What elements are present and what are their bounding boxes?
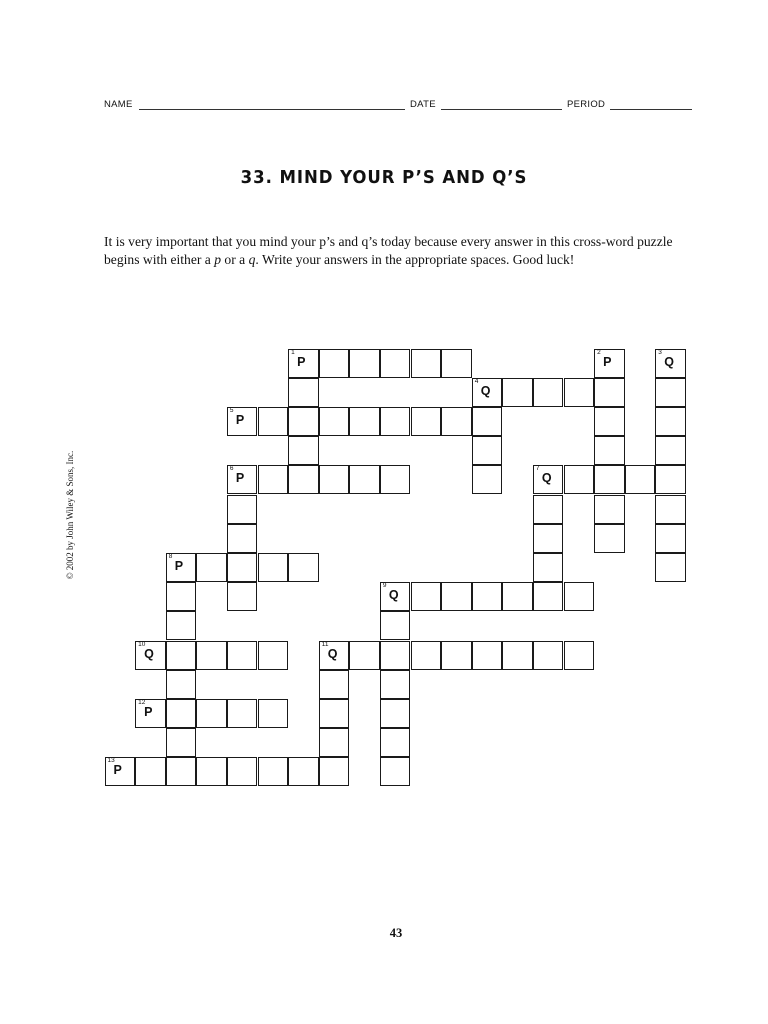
crossword-cell[interactable] [472,465,503,494]
starting-letter: P [144,704,153,719]
crossword-cell[interactable] [258,699,289,728]
instructions-p: p [214,252,222,267]
crossword-cell[interactable] [441,641,472,670]
crossword-cell[interactable] [258,553,289,582]
crossword-start-cell-9[interactable] [380,582,411,611]
crossword-cell[interactable] [196,553,227,582]
crossword-cell[interactable] [594,436,625,465]
crossword-cell[interactable] [288,378,319,407]
crossword-cell[interactable] [441,407,472,436]
crossword-cell[interactable] [533,495,564,524]
crossword-cell[interactable] [227,582,258,611]
starting-letter: Q [388,588,399,603]
crossword-cell[interactable] [258,757,289,786]
clue-number: 3 [658,348,662,356]
date-label: DATE [410,99,436,110]
crossword-cell[interactable] [533,582,564,611]
crossword-cell[interactable] [319,349,350,378]
crossword-cell[interactable] [533,378,564,407]
starting-letter: Q [144,646,154,661]
instructions-q: q [248,252,256,267]
crossword-cell[interactable] [288,757,319,786]
starting-letter: P [235,412,245,427]
crossword-cell[interactable] [380,611,411,640]
crossword-cell[interactable] [227,757,258,786]
clue-number: 13 [107,757,115,765]
crossword-cell[interactable] [166,611,197,640]
crossword-cell[interactable] [380,757,411,786]
crossword-cell[interactable] [227,495,258,524]
clue-number: 12 [138,698,146,706]
crossword-cell[interactable] [319,670,350,699]
starting-letter: Q [664,354,675,369]
page-number: 43 [389,926,403,940]
crossword-cell[interactable] [227,699,258,728]
crossword-cell[interactable] [655,524,686,553]
crossword-start-cell-6[interactable] [227,465,258,494]
crossword-start-cell-3[interactable] [655,349,686,378]
crossword-cell[interactable] [594,495,625,524]
name-label: NAME [104,99,133,110]
crossword-cell[interactable] [655,553,686,582]
crossword-cell[interactable] [655,378,686,407]
crossword-cell[interactable] [411,582,442,611]
crossword-cell[interactable] [441,349,472,378]
crossword-cell[interactable] [472,436,503,465]
clue-number: 7 [535,465,540,473]
crossword-start-cell-4[interactable] [472,378,503,407]
crossword-cell[interactable] [472,641,503,670]
crossword-cell[interactable] [166,582,197,611]
clue-number: 4 [474,377,479,385]
crossword-cell[interactable] [502,641,533,670]
starting-letter: P [174,558,184,573]
clue-number: 2 [597,348,601,356]
crossword-cell[interactable] [258,407,289,436]
crossword-cell[interactable] [564,582,595,611]
crossword-cell[interactable] [227,553,258,582]
crossword-cell[interactable] [564,465,595,494]
crossword-cell[interactable] [411,407,442,436]
crossword-cell[interactable] [380,349,411,378]
starting-letter: Q [327,646,338,661]
crossword-cell[interactable] [166,728,197,757]
crossword-cell[interactable] [196,641,227,670]
period-label: PERIOD [567,99,606,110]
crossword-cell[interactable] [227,524,258,553]
crossword-cell[interactable] [196,699,227,728]
crossword-start-cell-7[interactable] [533,465,564,494]
crossword-cell[interactable] [288,465,319,494]
crossword-cell[interactable] [135,757,166,786]
crossword-cell[interactable] [319,757,350,786]
crossword-cell[interactable] [349,407,380,436]
clue-number: 8 [168,552,173,560]
crossword-start-cell-5[interactable] [227,407,258,436]
crossword-cell[interactable] [196,757,227,786]
crossword-cell[interactable] [655,495,686,524]
crossword-cell[interactable] [502,378,533,407]
crossword-cell[interactable] [625,465,656,494]
clue-number: 6 [229,465,234,473]
crossword-cell[interactable] [533,553,564,582]
crossword-start-cell-10[interactable] [135,641,166,670]
crossword-cell[interactable] [594,524,625,553]
crossword-cell[interactable] [227,641,258,670]
crossword-cell[interactable] [349,465,380,494]
crossword-cell[interactable] [380,728,411,757]
crossword-cell[interactable] [380,699,411,728]
crossword-cell[interactable] [594,465,625,494]
starting-letter: P [235,471,245,486]
copyright-text: © 2002 by John Wiley & Sons, Inc. [65,450,75,580]
crossword-cell[interactable] [655,436,686,465]
crossword-cell[interactable] [472,582,503,611]
crossword-cell[interactable] [411,641,442,670]
crossword-start-cell-11[interactable] [319,641,350,670]
crossword-cell[interactable] [502,582,533,611]
instructions-text-3: . Write your answers in the appropriate spaces. Good luck! [255,252,575,267]
crossword-cell[interactable] [411,349,442,378]
crossword-cell[interactable] [288,436,319,465]
crossword-cell[interactable] [319,728,350,757]
crossword-cell[interactable] [380,670,411,699]
crossword-cell[interactable] [594,407,625,436]
crossword-start-cell-8[interactable] [166,553,197,582]
starting-letter: P [113,763,122,778]
crossword-cell[interactable] [319,407,350,436]
crossword-cell[interactable] [258,465,289,494]
starting-letter: P [603,354,612,369]
crossword-cell[interactable] [319,699,350,728]
clue-number: 1 [291,348,295,356]
crossword-cell[interactable] [258,641,289,670]
crossword-cell[interactable] [166,699,197,728]
clue-number: 5 [229,406,234,414]
crossword-cell[interactable] [349,349,380,378]
crossword-cell[interactable] [533,524,564,553]
instructions-text-2: or a [221,252,249,267]
crossword-cell[interactable] [441,582,472,611]
crossword-cell[interactable] [564,378,595,407]
clue-number: 10 [138,640,146,648]
clue-number: 9 [382,582,387,590]
page-title: 33. MIND YOUR P’S AND Q’S [240,167,528,188]
crossword-cell[interactable] [533,641,564,670]
instructions-text-1: It is very important that you mind your p’s and q’s today because every answer in this cross-word puzzle begins with either a [104,234,673,267]
crossword-cell[interactable] [166,670,197,699]
crossword-cell[interactable] [166,757,197,786]
crossword-cell[interactable] [166,641,197,670]
crossword-start-cell-12[interactable] [135,699,166,728]
clue-number: 11 [321,640,329,648]
crossword-cell[interactable] [380,407,411,436]
starting-letter: P [297,354,306,369]
crossword-cell[interactable] [288,553,319,582]
crossword-start-cell-1[interactable] [288,349,319,378]
crossword-start-cell-13[interactable] [105,757,136,786]
crossword-cell[interactable] [380,465,411,494]
crossword-cell[interactable] [380,641,411,670]
crossword-cell[interactable] [655,465,686,494]
crossword-cell[interactable] [288,407,319,436]
starting-letter: Q [541,471,552,486]
crossword-cell[interactable] [472,407,503,436]
starting-letter: Q [480,383,491,398]
crossword-cell[interactable] [349,641,380,670]
crossword-start-cell-2[interactable] [594,349,625,378]
crossword-cell[interactable] [564,641,595,670]
crossword-cell[interactable] [655,407,686,436]
crossword-cell[interactable] [319,465,350,494]
crossword-cell[interactable] [594,378,625,407]
